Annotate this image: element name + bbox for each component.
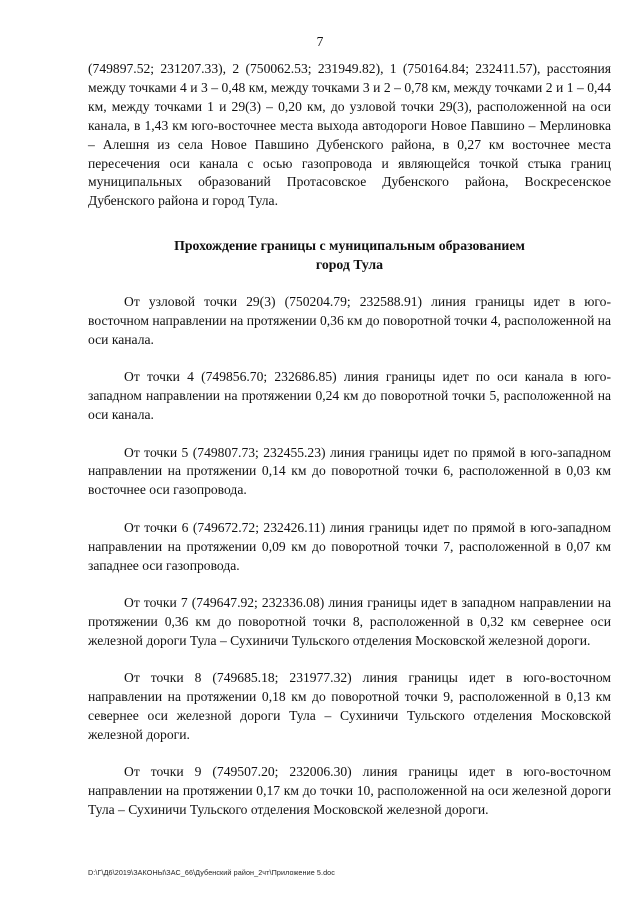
point-paragraph-29-3: От узловой точки 29(3) (750204.79; 232588.91) линия границы идет в юго-восточном направлении на протяжении 0,36 км до поворотной точки 4, расположенной на оси канала. [88, 294, 611, 347]
point-paragraph-8: От точки 8 (749685.18; 231977.32) линия границы идет в юго-восточном направлении на протяжении 0,18 км до поворотной точки 9, расположенной в 0,13 км севернее оси железной дороги Тула – Сухиничи Тульского отделения Московской железной дороги. [88, 670, 611, 742]
point-paragraph-5: От точки 5 (749807.73; 232455.23) линия границы идет по прямой в юго-западном направлении на протяжении 0,14 км до поворотной точки 6, расположенной в 0,03 км восточнее оси газопровода. [88, 444, 611, 498]
point-paragraph-9: От точки 9 (749507.20; 232006.30) линия границы идет в юго-восточном направлении на протяжении 0,17 км до точки 10, расположенной на оси железной дороги Тула – Сухиничи Тульского отделения Московской железной дороги. [88, 764, 611, 818]
section-heading [88, 237, 611, 275]
section-heading-line-2: город Тула [315, 257, 384, 273]
point-paragraph-6: От точки 6 (749672.72; 232426.11) линия границы идет по прямой в юго-западном направлении на протяжении 0,09 км до поворотной точки 7, расположенной в 0,07 км западнее оси газопровода. [88, 519, 611, 573]
intro-paragraph: (749897.52; 231207.33), 2 (750062.53; 231949.82), 1 (750164.84; 232411.57), расстояния между точками 4 и 3 – 0,48 км, между точками 3 и 2 – 0,78 км, между точками 2 и 1 – 0,44 км, между точками 1 и 29(3) – 0,20 км, до узловой точки 29(3), расположенной на оси канала, в 1,43 км юго-восточнее места выхода автодороги Новое Павшино – Мерлиновка – Алешня из села Новое Павшино Дубенского района, в 0,27 км восточнее места пересечения оси канала с осью газопровода и являющейся точкой стыка границ муниципальных образований Протасовское Дубенского района, Воскресенское Дубенского района и город Тула. [88, 61, 611, 209]
point-paragraph-7: От точки 7 (749647.92; 232336.08) линия границы идет в западном направлении на протяжении 0,36 км до поворотной точки 8, расположенной в 0,32 км севернее оси железной дороги Тула – Сухиничи Тульского отделения Московской железной дороги. [88, 594, 611, 648]
document-body [88, 60, 611, 820]
section-heading-line-1: Прохождение границы с муниципальным образованием [174, 238, 525, 254]
file-path-footer: D:\Г\Д6\2019\ЗАКОНЫ\ЗАС_66\Дубенский район_2чт\Приложение 5.doc [88, 868, 335, 877]
page-number: 7 [316, 34, 324, 49]
point-paragraph-4: От точки 4 (749856.70; 232686.85) линия границы идет по оси канала в юго-западном направлении на протяжении 0,24 км до поворотной точки 5, расположенной на оси канала. [88, 369, 611, 423]
